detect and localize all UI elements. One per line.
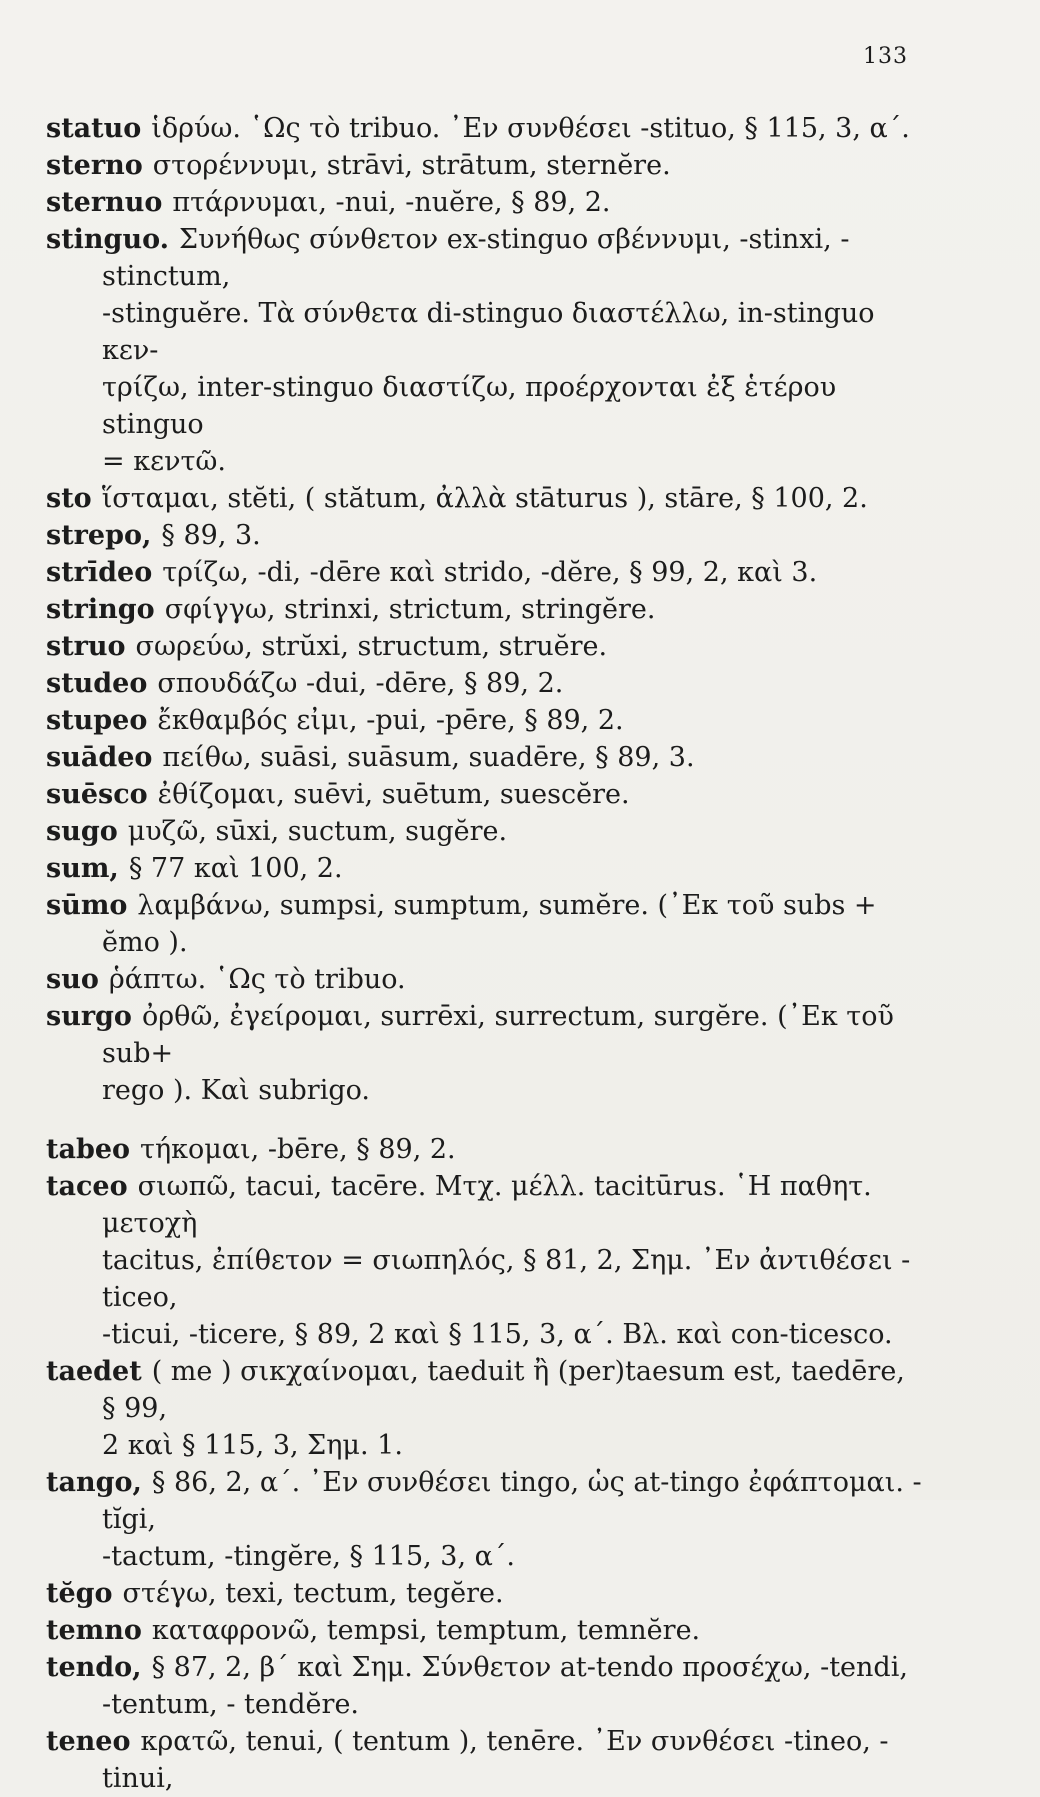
entry-text-line: § 77 καὶ 100, 2. — [128, 853, 343, 884]
dictionary-entry — [46, 739, 926, 776]
entry-text-line: -ticui, -ticere, § 89, 2 καὶ § 115, 3, α΄. Βλ. καὶ con-ticesco. — [102, 1319, 893, 1350]
entry-text-line: § 87, 2, β΄ καὶ Σημ. Σύνθετον at-tendo προσέχω, -tendi, — [151, 1652, 908, 1683]
entry-headword: struo — [46, 631, 126, 662]
entry-headword: suo — [46, 964, 99, 995]
dictionary-entry — [46, 702, 926, 739]
entry-text-line: σωρεύω, strŭxi, structum, struĕre. — [135, 631, 608, 662]
entry-text-line: ἔκθαμβός εἰμι, -pui, -pēre, § 89, 2. — [157, 705, 624, 736]
entry-headword: tendo, — [46, 1652, 142, 1683]
entry-headword: suādeo — [46, 742, 153, 773]
dictionary-entry — [46, 776, 926, 813]
entries-section-s — [46, 110, 926, 1109]
section-gap — [46, 1109, 926, 1131]
entry-headword: stinguo. — [46, 224, 170, 255]
entry-headword: sūmo — [46, 890, 128, 921]
entry-text-line: § 89, 3. — [161, 520, 261, 551]
entry-text-line: tacitus, ἐπίθετον = σιωπηλός, § 81, 2, Σημ. ᾿Εν ἀντιθέσει -ticeo, — [102, 1245, 911, 1313]
entry-text-line: ὀρθῶ, ἐγείρομαι, surrēxi, surrectum, surgĕre. (᾿Εκ τοῦ sub+ — [102, 1001, 894, 1069]
dictionary-entry — [46, 813, 926, 850]
dictionary-entry — [46, 184, 926, 221]
dictionary-entry — [46, 887, 926, 961]
dictionary-entry — [46, 998, 926, 1109]
entry-headword: strīdeo — [46, 557, 153, 588]
dictionary-entry — [46, 517, 926, 554]
entry-text-line: σπουδάζω -dui, -dēre, § 89, 2. — [157, 668, 564, 699]
entry-text-line: -tentum, - tendĕre. — [102, 1689, 360, 1720]
dictionary-entry — [46, 1649, 926, 1723]
entry-text-line: -tactum, -tingĕre, § 115, 3, α΄. — [102, 1541, 515, 1572]
dictionary-entry — [46, 1168, 926, 1353]
dictionary-entry — [46, 1353, 926, 1464]
dictionary-entry — [46, 480, 926, 517]
entry-text-line: στέγω, texi, tectum, tegĕre. — [122, 1578, 504, 1609]
entry-text-line: σφίγγω, strinxi, strictum, stringĕre. — [164, 594, 656, 625]
dictionary-entry — [46, 1723, 926, 1797]
entry-headword: strepo, — [46, 520, 152, 551]
entry-headword: tĕgo — [46, 1578, 113, 1609]
entry-text-line: τήκομαι, -bēre, § 89, 2. — [140, 1134, 456, 1165]
entry-text-line: 2 καὶ § 115, 3, Σημ. 1. — [102, 1430, 403, 1461]
entry-text-line: -stinguĕre. Τὰ σύνθετα di-stinguo διαστέλλω, in-stinguo κεν- — [102, 298, 875, 366]
entry-text-line: rego ). Καὶ subrigo. — [102, 1075, 370, 1106]
dictionary-entry — [46, 628, 926, 665]
entry-headword: sternuo — [46, 187, 163, 218]
entry-headword: suēsco — [46, 779, 148, 810]
entry-headword: tabeo — [46, 1134, 131, 1165]
entry-text-line: ἐθίζομαι, suēvi, suētum, suescĕre. — [157, 779, 630, 810]
entry-text-line: ῥάπτω. ῾Ως τὸ tribuo. — [108, 964, 406, 995]
entry-headword: teneo — [46, 1726, 131, 1757]
dictionary-entry — [46, 1131, 926, 1168]
entry-headword: sum, — [46, 853, 119, 884]
entry-text-line: ἵσταμαι, stĕti, ( stătum, ἀλλὰ stāturus ), stāre, § 100, 2. — [101, 483, 868, 514]
entry-headword: tango, — [46, 1467, 142, 1498]
dictionary-entry — [46, 554, 926, 591]
entry-headword: studeo — [46, 668, 148, 699]
entry-headword: stringo — [46, 594, 155, 625]
entry-text-line: λαμβάνω, sumpsi, sumptum, sumĕre. (᾿Εκ τοῦ subs + ĕmo ). — [102, 890, 877, 958]
entry-headword: taceo — [46, 1171, 128, 1202]
entry-text-line: τρίζω, inter-stinguo διαστίζω, προέρχονται ἐξ ἑτέρου stinguo — [102, 372, 837, 440]
entry-text-line: Συνήθως σύνθετον ex-stinguo σβέννυμι, -stinxi, -stinctum, — [102, 224, 850, 292]
dictionary-entry — [46, 961, 926, 998]
entry-headword: sto — [46, 483, 92, 514]
dictionary-entry — [46, 665, 926, 702]
entry-text-line: τρίζω, -di, -dēre καὶ strido, -dĕre, § 99, 2, καὶ 3. — [162, 557, 818, 588]
entry-text-line: § 86, 2, α΄. ᾿Εν συνθέσει tingo, ὡς at-tingo ἐφάπτομαι. -tĭgi, — [102, 1467, 922, 1535]
entry-text-line: πείθω, suāsi, suāsum, suadēre, § 89, 3. — [162, 742, 695, 773]
entry-headword: temno — [46, 1615, 142, 1646]
entry-headword: surgo — [46, 1001, 132, 1032]
entry-headword: statuo — [46, 113, 142, 144]
dictionary-entry — [46, 147, 926, 184]
entry-text-line: = κεντῶ. — [102, 446, 227, 477]
entries-section-t — [46, 1131, 926, 1797]
entry-text-line: στορέννυμι, strāvi, strātum, sternĕre. — [152, 150, 671, 181]
dictionary-entry — [46, 110, 926, 147]
dictionary-entry — [46, 850, 926, 887]
entry-headword: sugo — [46, 816, 118, 847]
entry-text-line: ἱδρύω. ῾Ως τὸ tribuo. ᾿Εν συνθέσει -stituo, § 115, 3, α΄. — [151, 113, 910, 144]
dictionary-entry — [46, 221, 926, 480]
dictionary-entry — [46, 1612, 926, 1649]
dictionary-entries — [46, 110, 926, 1797]
entry-text-line: ( me ) σικχαίνομαι, taeduit ἢ (per)taesum est, taedēre, § 99, — [102, 1356, 905, 1424]
dictionary-entry — [46, 1575, 926, 1612]
entry-headword: stupeo — [46, 705, 148, 736]
page-number: 133 — [863, 44, 908, 69]
entry-text-line: πτάρνυμαι, -nui, -nuĕre, § 89, 2. — [172, 187, 611, 218]
entry-text-line: καταφρονῶ, tempsi, temptum, temnĕre. — [151, 1615, 701, 1646]
dictionary-entry — [46, 591, 926, 628]
entry-headword: taedet — [46, 1356, 142, 1387]
entry-headword: sterno — [46, 150, 143, 181]
entry-text-line: μυζῶ, sūxi, suctum, sugĕre. — [127, 816, 508, 847]
entry-text-line: κρατῶ, tenui, ( tentum ), tenēre. ᾿Εν συνθέσει -tineo, -tinui, — [102, 1726, 889, 1794]
dictionary-entry — [46, 1464, 926, 1575]
entry-text-line: σιωπῶ, tacui, tacēre. Μτχ. μέλλ. tacitūrus. ῾Η παθητ. μετοχὴ — [102, 1171, 872, 1239]
